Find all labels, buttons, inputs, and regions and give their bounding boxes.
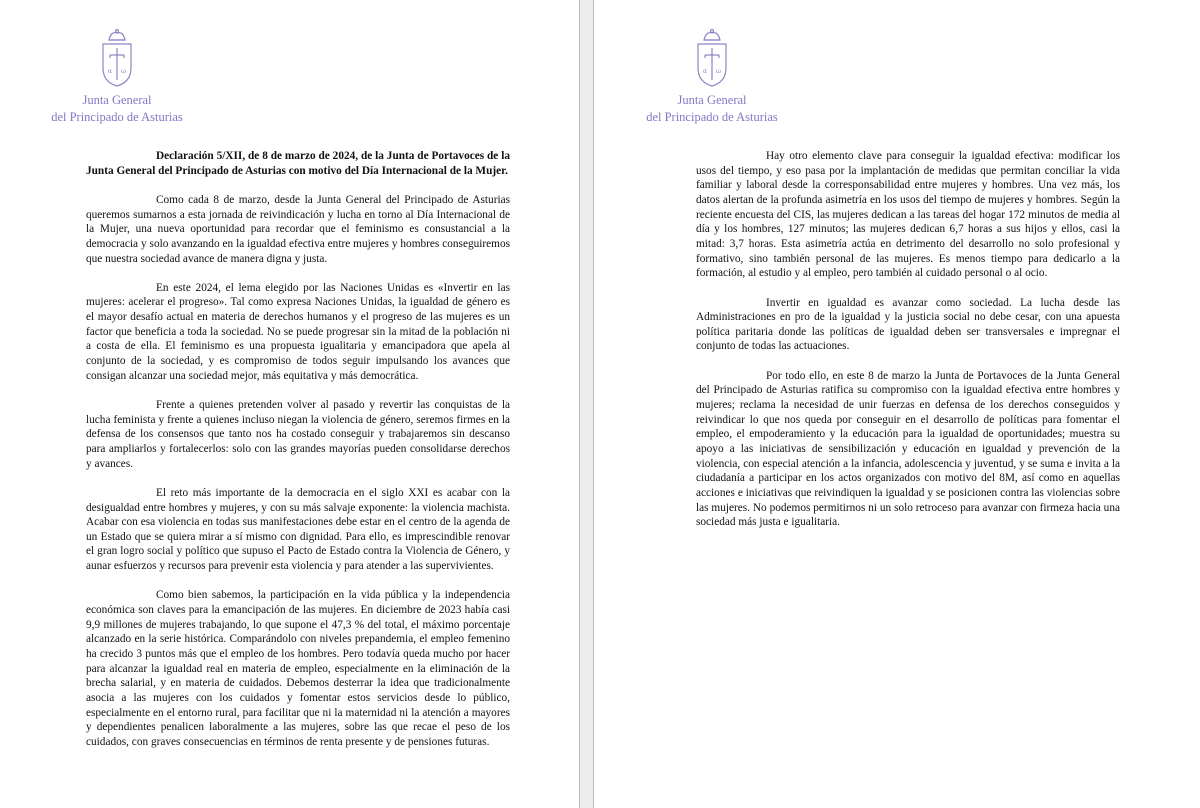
paragraph: En este 2024, el lema elegido por las Naciones Unidas es «Invertir en las mujeres: acelerar el progreso». Tal como expresa Naciones Unidas, la igualdad de género es el mayor desafío actual en materia de derechos humanos y el progreso de las mujeres es un factor que beneficia a toda la sociedad. No se puede progresar sin la mitad de la población ni a costa de ella. El feminismo es una propuesta igualitaria y emancipadora que apela al conjunto de la sociedad, y es compromiso de todos seguir impulsando los avances que consigan alcanzar una sociedad mejor, más equitativa y más democrática.: [86, 281, 510, 382]
paragraph: Como cada 8 de marzo, desde la Junta General del Principado de Asturias queremos sumarnos a esta jornada de reivindicación y lucha en torno al Día Internacional de la Mujer, una nueva oportunidad para recordar que el feminismo es consustancial a la democracia y solo avanzando en la igualdad efectiva entre mujeres y hombres conseguiremos que nuestra sociedad avance de manera digna y justa.: [86, 193, 510, 265]
document-page-1: [0, 0, 579, 808]
svg-text:ω: ω: [716, 68, 721, 75]
declaration-body-page-1: [86, 149, 510, 764]
paragraph: Frente a quienes pretenden volver al pasado y revertir las conquistas de la lucha feminista y frente a quienes incluso niegan la violencia de género, seremos firmes en la defensa de los consensos que tanto nos ha costado conseguir y trabajaremos sin descanso para ampliarlos y fortalecerlos: solo con las grandes mayorías pueden consolidarse derechos y avances.: [86, 398, 510, 470]
letterhead: [47, 28, 187, 124]
institution-name-line1: Junta General: [82, 93, 152, 107]
declaration-title: Declaración 5/XII, de 8 de marzo de 2024, de la Junta de Portavoces de la Junta General del Principado de Asturias con motivo del Día Internacional de la Mujer.: [86, 150, 510, 177]
letterhead: [642, 28, 782, 124]
paragraph: Invertir en igualdad es avanzar como sociedad. La lucha desde las Administraciones en pro de la igualdad y la justicia social no debe cesar, con una apuesta política paritaria donde las políticas de igualdad deben ser transversales e impregnar el conjunto de todas las actuaciones.: [696, 296, 1120, 353]
coat-of-arms-icon: [97, 28, 137, 90]
svg-text:α: α: [108, 68, 113, 75]
institution-name-line2: del Principado de Asturias: [51, 110, 183, 124]
document-page-2: [594, 0, 1200, 808]
paragraph: Hay otro elemento clave para conseguir la igualdad efectiva: modificar los usos del tiempo, y eso pasa por la implantación de medidas que permitan conciliar la vida familiar y laboral desde la corresponsabilidad entre mujeres y hombres. Una vez más, los datos alertan de la profunda asimetría en los usos del tiempo de mujeres y hombres. Según la reciente encuesta del CIS, las mujeres dedican a las tareas del hogar 172 minutos de media al día y los hombres, 127 minutos; las mujeres dedican 6,7 horas a sus hijos y ellos, casi la mitad: 3,7 horas. Esta asimetría actúa en detrimento del desarrollo no solo profesional y formativo, sino también personal de las mujeres. Es menos tiempo para dedicarlo a la formación, al estudio y al empleo, pero también al cuidado personal o al ocio.: [696, 150, 1120, 280]
page-separator: [579, 0, 594, 808]
paragraph: Por todo ello, en este 8 de marzo la Junta de Portavoces de la Junta General del Principado de Asturias ratifica su compromiso con la igualdad efectiva entre hombres y mujeres; reclama la necesidad de unir fuerzas en defensa de los derechos conseguidos y reivindicar lo que nos queda por conseguir en el desarrollo de políticas para fomentar el empleo, el empoderamiento y la educación para la igualdad de oportunidades; muestra su apoyo a las iniciativas de sensibilización y educación en igualdad y prevención de la violencia, con especial atención a la infancia, adolescencia y juventud, y se suma e invita a la ciudadanía a participar en los actos organizados con motivo del 8M, así como en aquellas acciones e iniciativas que reivindiquen la igualdad y se posicionen contra las violencias sobre las mujeres. No podemos permitirnos ni un solo retroceso para avanzar con firmeza hacia una sociedad más justa e igualitaria.: [696, 369, 1120, 529]
svg-text:ω: ω: [121, 68, 126, 75]
institution-name-line1: Junta General: [677, 93, 747, 107]
paragraph: Como bien sabemos, la participación en la vida pública y la independencia económica son claves para la emancipación de las mujeres. En diciembre de 2023 había casi 9,9 millones de mujeres trabajando, lo que supone el 47,3 % del total, el máximo porcentaje alcanzado en la serie histórica. Comparándolo con niveles prepandemia, el empleo femenino ha crecido 3 puntos más que el empleo de los hombres. Pero todavía queda mucho por hacer para alcanzar la igualdad real en materia de empleo, especialmente en la eliminación de la brecha salarial, y en materia de cuidados. Debemos desterrar la idea que tradicionalmente asocia a las mujeres con los cuidados y fomentar estos servicios desde lo público, especialmente en el entorno rural, para facilitar que ni la maternidad ni la atención a mayores y dependientes penalicen laboralmente a las mujeres, sobre las que recae el peso de los cuidados, con graves consecuencias en términos de renta presente y de pensiones futuras.: [86, 589, 510, 748]
coat-of-arms-icon: [692, 28, 732, 90]
paragraph: El reto más importante de la democracia en el siglo XXI es acabar con la desigualdad entre hombres y mujeres, y con su más salvaje exponente: la violencia machista. Acabar con esa violencia en todas sus manifestaciones debe estar en el centro de la agenda de un Estado que se quiera mirar a sí mismo con dignidad. Para ello, es imprescindible renovar el gran logro social y político que supuso el Pacto de Estado contra la Violencia de Género, y aunar esfuerzos y recursos para prevenir esta violencia y para atender a las supervivientes.: [86, 486, 510, 573]
svg-text:α: α: [703, 68, 708, 75]
declaration-body-page-2: [696, 149, 1120, 545]
institution-name-line2: del Principado de Asturias: [646, 110, 778, 124]
